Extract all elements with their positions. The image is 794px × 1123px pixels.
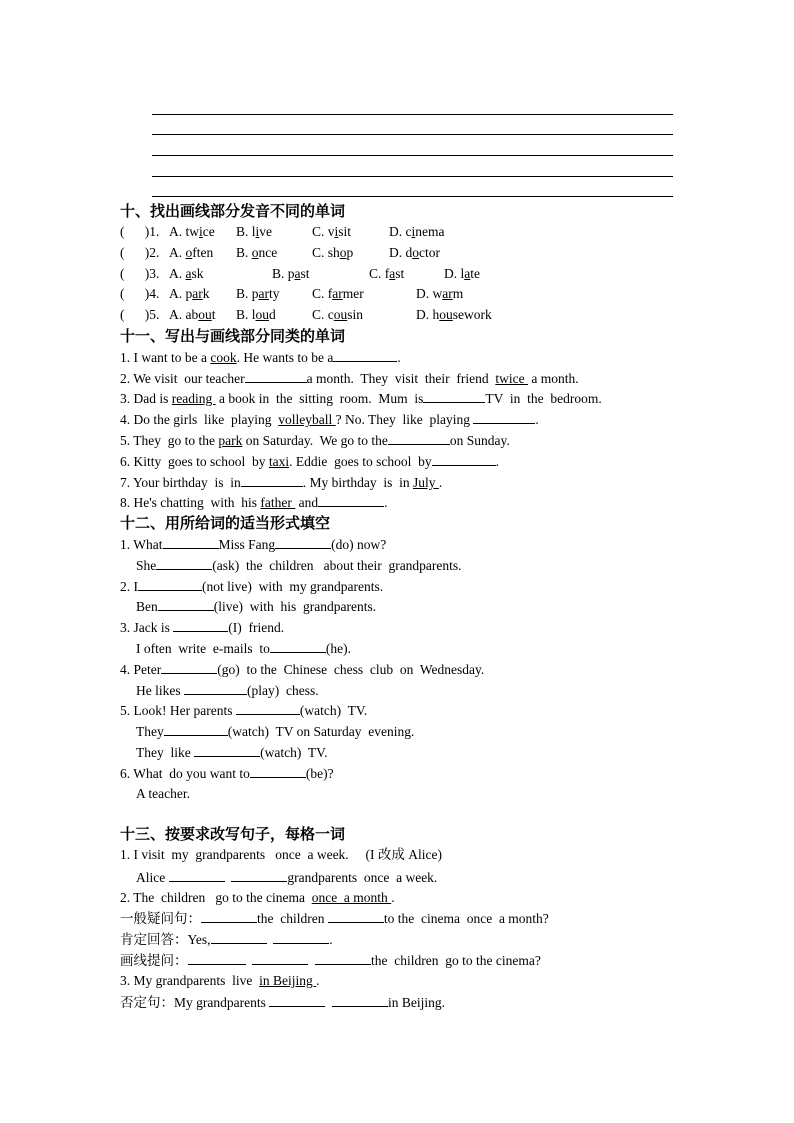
answer-blank[interactable] xyxy=(161,660,217,674)
answer-blank[interactable] xyxy=(388,431,450,445)
question-number[interactable]: ( )2. xyxy=(120,245,160,260)
answer-blank[interactable] xyxy=(273,930,329,944)
rewrite-line-3: 3. My grandparents live in Beijing . xyxy=(120,973,320,988)
answer-blank[interactable] xyxy=(194,743,260,757)
option-a: A. twice xyxy=(169,224,215,239)
answer-line[interactable] xyxy=(152,114,673,115)
option-d: D. cinema xyxy=(389,224,445,239)
fill-line-3: 3. Jack is (I) friend. xyxy=(120,620,285,635)
fill-line-4b: He likes (play) chess. xyxy=(136,683,319,698)
section-13-title: 十三、按要求改写句子，每格一词 xyxy=(120,825,346,843)
fill-line-1: 1. What Miss Fang (do) now? xyxy=(120,537,387,552)
category-line-2: 2. We visit our teacher a month. They visit their friend twice a month. xyxy=(120,371,579,386)
fill-line-2b: Ben (live) with his grandparents. xyxy=(136,599,377,614)
fill-line-6b: A teacher. xyxy=(136,786,190,801)
answer-blank[interactable] xyxy=(201,909,257,923)
answer-line[interactable] xyxy=(152,196,673,197)
option-b: B. once xyxy=(236,245,278,260)
option-c: C. visit xyxy=(312,224,352,239)
answer-line[interactable] xyxy=(152,134,673,135)
option-a: A. about xyxy=(169,307,216,322)
answer-blank[interactable] xyxy=(332,993,388,1007)
category-line-6: 6. Kitty goes to school by taxi. Eddie goes to school by . xyxy=(120,454,499,469)
fill-line-1b: She (ask) the children about their grandparents. xyxy=(136,558,462,573)
option-a: A. park xyxy=(169,286,210,301)
answer-blank[interactable] xyxy=(169,868,225,882)
rewrite-line-2: 2. The children go to the cinema once a month . xyxy=(120,890,395,905)
answer-blank[interactable] xyxy=(432,452,496,466)
answer-blank[interactable] xyxy=(188,951,246,965)
category-line-3: 3. Dad is reading a book in the sitting room. Mum is TV in the bedroom. xyxy=(120,391,602,406)
answer-blank[interactable] xyxy=(245,369,307,383)
rewrite-line-2c: 肯定回答：Yes, . xyxy=(120,932,333,947)
answer-blank[interactable] xyxy=(333,348,397,362)
answer-blank[interactable] xyxy=(164,722,228,736)
section-11-title: 十一、写出与画线部分同类的单词 xyxy=(120,327,346,345)
answer-blank[interactable] xyxy=(211,930,267,944)
option-d: D. housework xyxy=(416,307,492,322)
fill-line-3b: I often write e-mails to (he). xyxy=(136,641,351,656)
answer-blank[interactable] xyxy=(270,639,326,653)
option-a: A. ask xyxy=(169,266,204,281)
category-line-4: 4. Do the girls like playing volleyball ? No. They like playing . xyxy=(120,412,539,427)
option-a: A. often xyxy=(169,245,214,260)
answer-blank[interactable] xyxy=(138,577,202,591)
answer-blank[interactable] xyxy=(473,410,535,424)
question-number[interactable]: ( )5. xyxy=(120,307,160,322)
answer-blank[interactable] xyxy=(269,993,325,1007)
answer-blank[interactable] xyxy=(252,951,308,965)
answer-blank[interactable] xyxy=(318,493,384,507)
fill-line-5b: They (watch) TV on Saturday evening. xyxy=(136,724,415,739)
rewrite-line-2d: 画线提问： the children go to the cinema? xyxy=(120,953,541,968)
answer-blank[interactable] xyxy=(173,618,228,632)
answer-line[interactable] xyxy=(152,155,673,156)
option-c: C. cousin xyxy=(312,307,364,322)
option-b: B. live xyxy=(236,224,273,239)
option-d: D. late xyxy=(444,266,480,281)
answer-blank[interactable] xyxy=(156,556,212,570)
question-number[interactable]: ( )4. xyxy=(120,286,160,301)
answer-line[interactable] xyxy=(152,176,673,177)
rewrite-line-1b: Alice grandparents once a week. xyxy=(136,870,438,885)
answer-blank[interactable] xyxy=(163,535,219,549)
question-number[interactable]: ( )1. xyxy=(120,224,160,239)
section-10-title: 十、找出画线部分发音不同的单词 xyxy=(120,202,346,220)
option-b: B. party xyxy=(236,286,280,301)
answer-blank[interactable] xyxy=(315,951,371,965)
category-line-5: 5. They go to the park on Saturday. We go to the on Sunday. xyxy=(120,433,510,448)
option-c: C. fast xyxy=(369,266,405,281)
rewrite-line-2b: 一般疑问句： the children to the cinema once a month? xyxy=(120,911,549,926)
section-12-title: 十二、用所给词的适当形式填空 xyxy=(120,514,331,532)
fill-line-4: 4. Peter (go) to the Chinese chess club on Wednesday. xyxy=(120,662,485,677)
option-b: B. loud xyxy=(236,307,276,322)
answer-blank[interactable] xyxy=(328,909,384,923)
fill-line-5c: They like (watch) TV. xyxy=(136,745,328,760)
answer-blank[interactable] xyxy=(231,868,287,882)
fill-line-5: 5. Look! Her parents (watch) TV. xyxy=(120,703,368,718)
option-b: B. past xyxy=(272,266,310,281)
category-line-8: 8. He's chatting with his father and . xyxy=(120,495,388,510)
rewrite-line-3b: 否定句：My grandparents in Beijing. xyxy=(120,995,445,1010)
question-number[interactable]: ( )3. xyxy=(120,266,160,281)
option-d: D. doctor xyxy=(389,245,440,260)
option-c: C. shop xyxy=(312,245,354,260)
answer-blank[interactable] xyxy=(423,389,485,403)
fill-line-2: 2. I (not live) with my grandparents. xyxy=(120,579,384,594)
rewrite-line-1: 1. I visit my grandparents once a week. (I 改成 Alice) xyxy=(120,847,443,862)
answer-blank[interactable] xyxy=(250,764,306,778)
answer-blank[interactable] xyxy=(236,701,300,715)
answer-blank[interactable] xyxy=(275,535,331,549)
answer-blank[interactable] xyxy=(241,473,303,487)
category-line-1: 1. I want to be a cook. He wants to be a . xyxy=(120,350,401,365)
fill-line-6: 6. What do you want to (be)? xyxy=(120,766,334,781)
category-line-7: 7. Your birthday is in . My birthday is in July . xyxy=(120,475,443,490)
option-c: C. farmer xyxy=(312,286,364,301)
answer-blank[interactable] xyxy=(184,681,247,695)
answer-blank[interactable] xyxy=(158,597,214,611)
option-d: D. warm xyxy=(416,286,464,301)
